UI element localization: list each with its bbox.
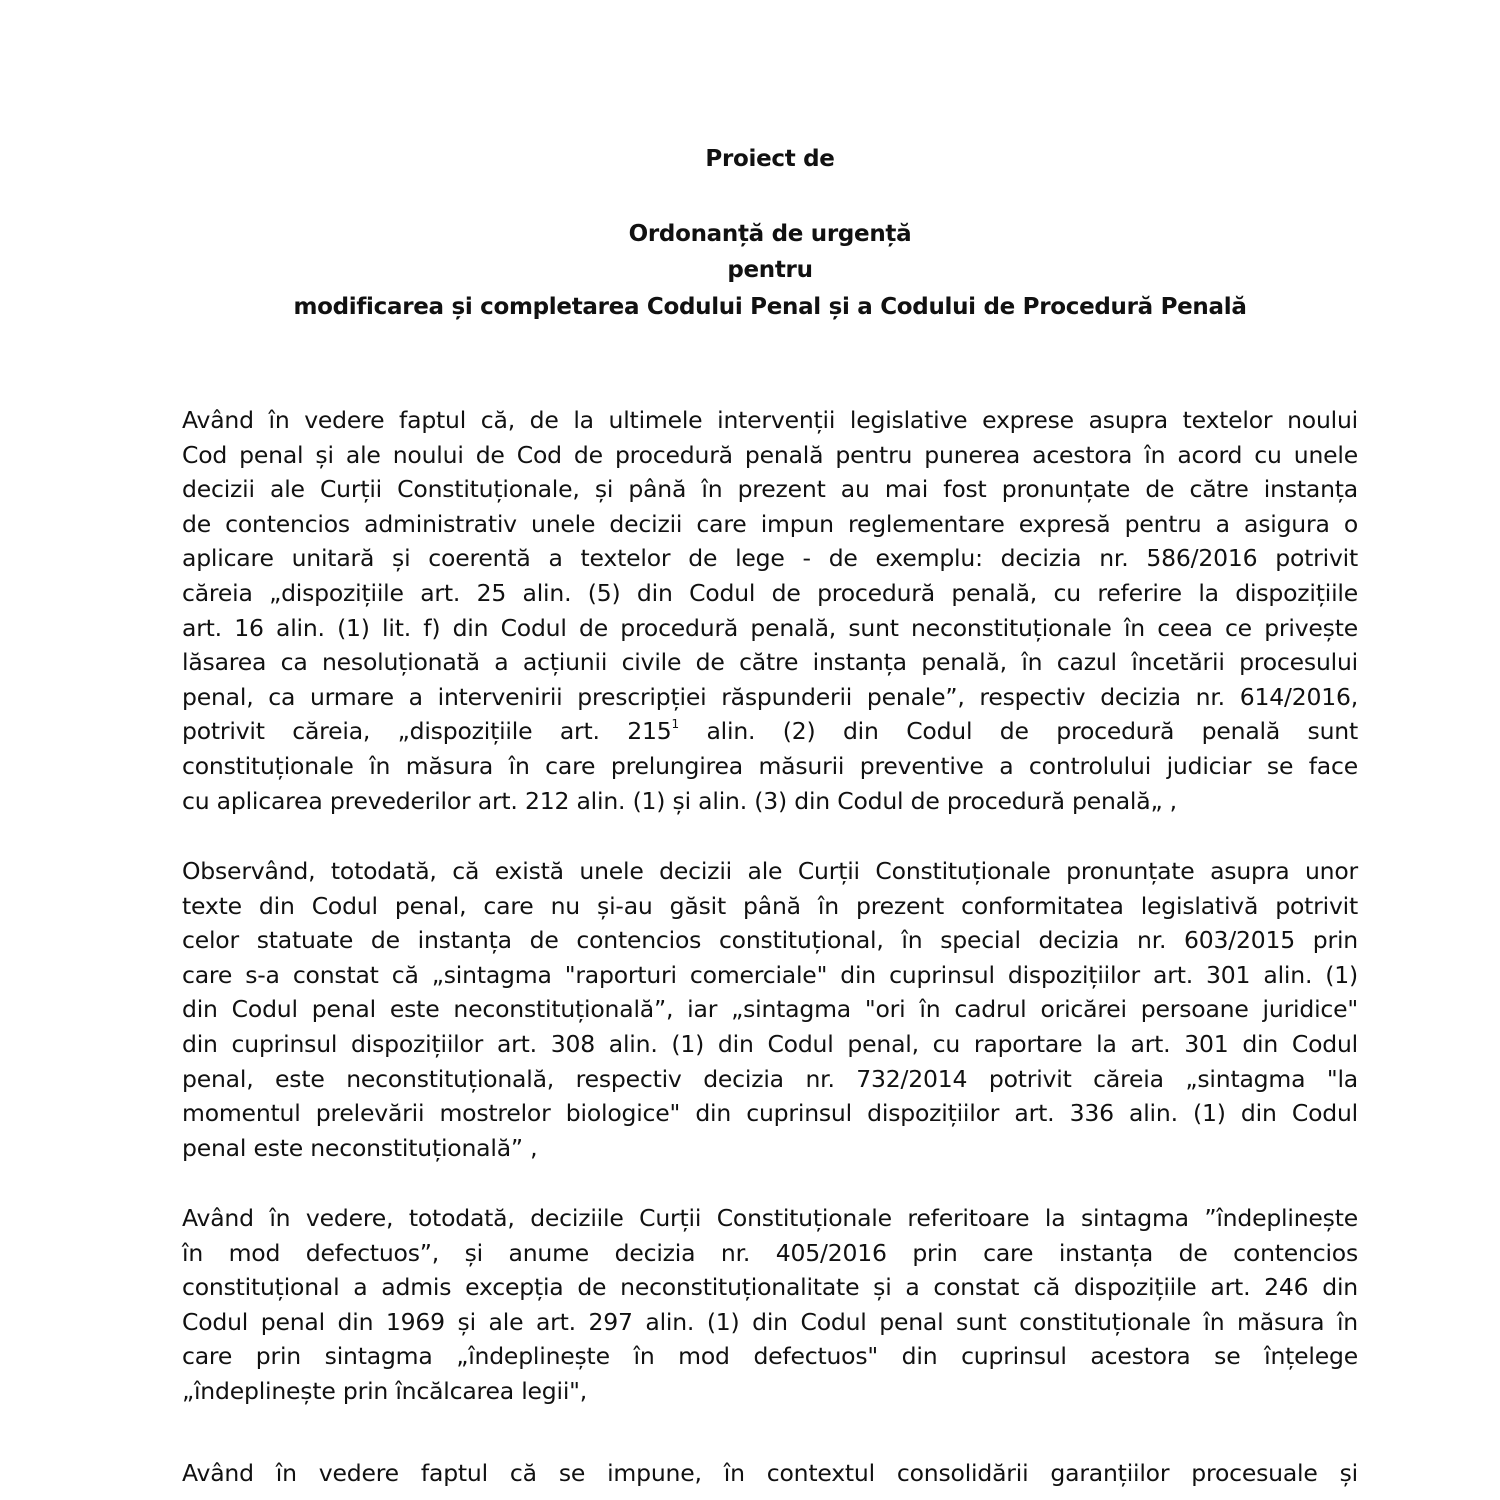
- paragraph-1: [182, 403, 1358, 818]
- document-heading-project: Proiect de: [705, 146, 835, 172]
- paragraph-line: momentul prelevării mostrelor biologice" din cuprinsul dispozițiilor art. 336 alin. (1) din Codul: [182, 1099, 1358, 1128]
- paragraph-line: Având în vedere faptul că se impune, în contextul consolidării garanțiilor procesuale și: [182, 1459, 1358, 1487]
- paragraph-line: „îndeplinește prin încălcarea legii",: [182, 1376, 588, 1405]
- paragraph-line: constituționale în măsura în care prelungirea măsurii preventive a controlului judiciar se face: [182, 751, 1358, 780]
- paragraph-line-with-superscript: [182, 714, 1358, 749]
- paragraph-line: Codul penal din 1969 și ale art. 297 alin. (1) din Codul penal sunt constituționale în măsura în: [182, 1307, 1358, 1336]
- document-heading-subject: modificarea și completarea Codului Penal și a Codului de Procedură Penală: [293, 294, 1247, 320]
- paragraph-line: care s-a constat că „sintagma "raporturi comerciale" din cuprinsul dispozițiilor art. 301 alin. (1): [182, 960, 1358, 989]
- document-heading-ordinance: Ordonanță de urgență: [628, 221, 912, 247]
- paragraph-4: [182, 1456, 1358, 1491]
- paragraph-line: constituțional a admis excepția de neconstituționalitate și a constat că dispozițiile art. 246 din: [182, 1273, 1358, 1302]
- document-heading-for: pentru: [727, 257, 813, 283]
- paragraph-line: din cuprinsul dispozițiilor art. 308 alin. (1) din Codul penal, cu raportare la art. 301 din Codul: [182, 1029, 1358, 1058]
- paragraph-line: penal, ca urmare a intervenirii prescripției răspunderii penale”, respectiv decizia nr. 614/2016,: [182, 682, 1358, 711]
- paragraph-line: în mod defectuos”, și anume decizia nr. 405/2016 prin care instanța de contencios: [182, 1238, 1358, 1267]
- paragraph-line: Având în vedere, totodată, deciziile Curții Constituționale referitoare la sintagma ”îndeplinește: [182, 1204, 1358, 1232]
- paragraph-line: cu aplicarea prevederilor art. 212 alin. (1) și alin. (3) din Codul de procedură penală„ ,: [182, 786, 1177, 815]
- paragraph-line: texte din Codul penal, care nu și-au găsit până în prezent conformitatea legislativă potrivit: [182, 891, 1358, 920]
- line-text: potrivit căreia, „dispozițiile art. 215: [182, 717, 672, 746]
- paragraph-line: care prin sintagma „îndeplinește în mod defectuos" din cuprinsul acestora se înțelege: [182, 1342, 1358, 1371]
- paragraph-line: Cod penal și ale noului de Cod de procedură penală pentru punerea acestora în acord cu unele: [182, 440, 1358, 469]
- paragraph-line: căreia „dispozițiile art. 25 alin. (5) din Codul de procedură penală, cu referire la dispozițiile: [182, 578, 1358, 607]
- paragraph-line: penal este neconstituțională” ,: [182, 1133, 538, 1162]
- paragraph-line: de contencios administrativ unele decizii care impun reglementare expresă pentru a asigura o: [182, 509, 1358, 538]
- paragraph-3: [182, 1201, 1358, 1409]
- superscript-article-index: 1: [671, 717, 679, 732]
- paragraph-2: [182, 854, 1358, 1165]
- paragraph-line: penal, este neconstituțională, respectiv decizia nr. 732/2014 potrivit căreia „sintagma "la: [182, 1064, 1358, 1093]
- line-text: alin. (2) din Codul de procedură penală sunt: [678, 717, 1358, 746]
- paragraph-line: decizii ale Curții Constituționale, și până în prezent au mai fost pronunțate de către instanța: [182, 475, 1358, 504]
- paragraph-line: lăsarea ca nesoluționată a acțiunii civile de către instanța penală, în cazul încetării procesului: [182, 648, 1358, 677]
- paragraph-line: art. 16 alin. (1) lit. f) din Codul de procedură penală, sunt neconstituționale în ceea ce privește: [182, 613, 1358, 642]
- paragraph-line: aplicare unitară și coerentă a textelor de lege - de exemplu: decizia nr. 586/2016 potrivit: [182, 544, 1358, 573]
- paragraph-line: din Codul penal este neconstituțională”, iar „sintagma "ori în cadrul oricărei persoane juridice": [182, 995, 1358, 1024]
- paragraph-line: Observând, totodată, că există unele decizii ale Curții Constituționale pronunțate asupra unor: [182, 857, 1358, 885]
- paragraph-line: celor statuate de instanța de contencios constituțional, în special decizia nr. 603/2015 prin: [182, 926, 1358, 955]
- paragraph-line: Având în vedere faptul că, de la ultimele intervenții legislative exprese asupra textelor noului: [182, 406, 1358, 434]
